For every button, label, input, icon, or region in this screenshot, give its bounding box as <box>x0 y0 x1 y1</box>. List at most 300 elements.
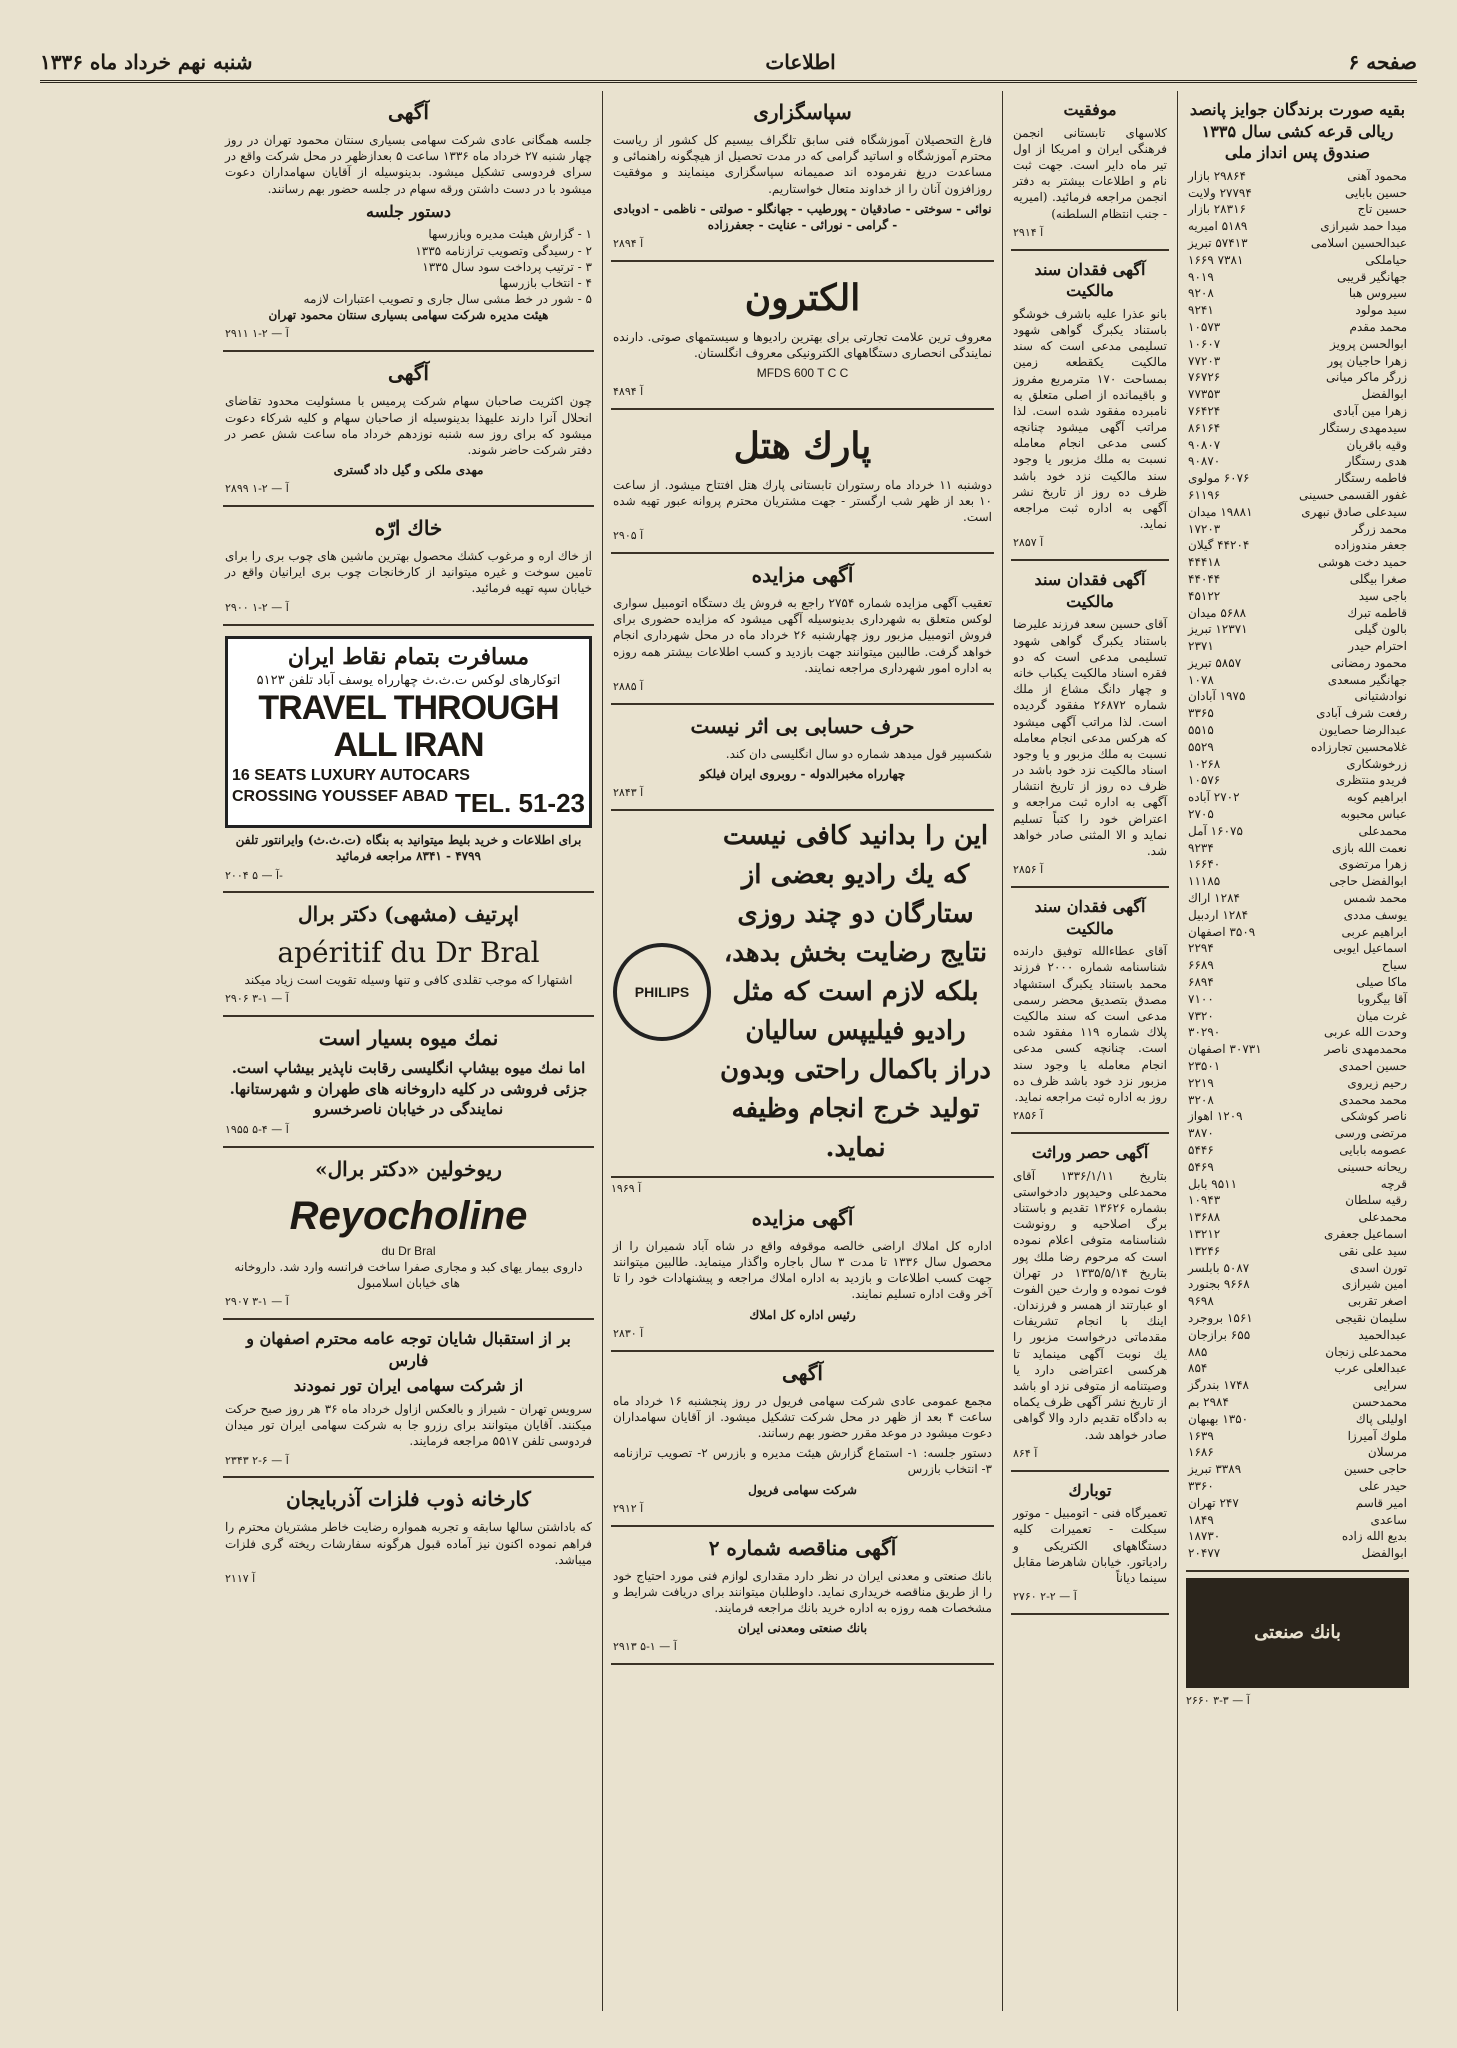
winner-name: ابراهيم عربى <box>1341 924 1407 939</box>
winner-number: ۱۷۲۰۳ <box>1188 521 1221 536</box>
agenda-item: ۱ - گزارش هيئت مديره وبازرسها <box>428 227 592 242</box>
winner-number: ۲۳۵۰۱ <box>1188 1059 1221 1074</box>
winner-number: ۲۷۰۵ <box>1188 807 1214 822</box>
ad-body: اداره كل املاك اراضى خالصه موقوفه واقع در شاه آباد شميران را از محصول سال ۱۳۳۶ تا مدت ۳ سال باجاره واگذار مينمايد. طالبين ميتوانند جهت كسب اطلاعات و بازديد به اداره املاك مراجعه و پيشنهادات خود را تا آخر وقت اداره تسليم نمايند. <box>613 1238 992 1302</box>
winner-number: ۳۳۶۵ <box>1188 706 1214 721</box>
ad-body: فارغ التحصيلان آموزشگاه فنى سابق تلگراف بيسيم كل كشور از رياست محترم آموزشگاه و اساتيد گرامى كه در مدت تحصيل از هيچگونه راهنمائى و مساعدت دريغ نفرموده اند صميمانه سپاسگزارى مينمايند و موفقيت روزافزون آنان را از خداوند متعال خواستاريم. <box>613 133 992 196</box>
ad-thanks <box>611 91 994 262</box>
ad-tender <box>611 1527 994 1666</box>
ad-fruit-salt <box>223 1017 594 1148</box>
ad-ref: ۲۷۶۰ آ — ۲-۲ <box>1013 1590 1077 1604</box>
notice-title: توبارك <box>1068 1480 1112 1500</box>
ad-travel <box>223 626 594 894</box>
ad-sign: مهدى ملكى و گيل داد گسترى <box>333 463 484 478</box>
lottery-row <box>1188 1176 1407 1193</box>
ad-ref: ۲۹۰۵ آ <box>613 529 644 543</box>
winner-number: ۱۶۰۷۵ آمل <box>1188 823 1243 838</box>
winner-number: ۷۶۷۲۶ <box>1188 370 1221 385</box>
lottery-row <box>1188 269 1407 286</box>
winner-name: ميدا حمد شيرازى <box>1320 219 1407 234</box>
travel-fa-title: مسافرت بتمام نقاط ايران <box>287 643 530 670</box>
lottery-row <box>1188 1024 1407 1041</box>
winner-number: ۳۰۲۹۰ <box>1188 1025 1221 1040</box>
lottery-row <box>1188 1209 1407 1226</box>
ad-electron <box>611 262 994 410</box>
lottery-row <box>1188 1159 1407 1176</box>
winner-number: ۴۴۴۱۸ <box>1188 555 1221 570</box>
winner-name: جهانگير قريبى <box>1337 269 1407 284</box>
ad-title: حرف حسابى بى اثر نيست <box>690 713 915 738</box>
winner-name: مرسلان <box>1367 1445 1407 1460</box>
winner-number: ۱۸۷۳۰ <box>1188 1529 1221 1544</box>
agenda-item: ۳ - ترتيب پرداخت سود سال ۱۳۳۵ <box>422 259 592 274</box>
winner-number: ۵۵۲۹ <box>1188 739 1214 754</box>
ad-body: سرويس تهران - شيراز و بالعكس ازاول خرداد ماه ۳۶ هر روز صبح حركت ميكنند. آقايان ميتوانند براى رزرو جا به شركت سهامى ايران تور ميدان فردوسى تلفن ۵۵۱۷ مراجعه فرمايند. <box>225 1402 592 1449</box>
masthead <box>40 50 1417 83</box>
lottery-row <box>1188 588 1407 605</box>
lottery-row <box>1188 1260 1407 1277</box>
lottery-row <box>1188 1092 1407 1109</box>
winner-name: وقيه باقريان <box>1346 437 1407 452</box>
lottery-row <box>1188 369 1407 386</box>
winner-number: ۱۳۲۱۲ <box>1188 1226 1221 1241</box>
travel-fa-sub: اتوكارهاى لوكس ت.ث.ث چهارراه يوسف آباد تلفن ۵۱۲۳ <box>256 673 561 689</box>
winner-number: ۱۲۰۹ اهواز <box>1188 1109 1243 1124</box>
ad-title: اپرتيف (مشهى) دكتر برال <box>298 902 519 927</box>
lottery-row <box>1188 1461 1407 1478</box>
winner-number: ۶۰۷۶ مولوى <box>1188 471 1250 486</box>
winner-name: مرتضى ورسى <box>1334 1126 1407 1141</box>
winner-name: حسين تاج <box>1357 202 1407 217</box>
ad-sign: هيئت مديره شركت سهامى بسيارى سنتان محمود تهران <box>268 308 549 323</box>
notice-title: آگهى فقدان سند مالكيت <box>1034 570 1146 611</box>
lottery-row <box>1188 1243 1407 1260</box>
lottery-row <box>1188 1411 1407 1428</box>
winner-number: ۴۵۱۲۲ <box>1188 588 1221 603</box>
lottery-row <box>1188 1125 1407 1142</box>
ad-ref: ۴۸۹۴ آ <box>613 385 644 399</box>
lottery-row <box>1188 1528 1407 1545</box>
winner-name: محمد شمس <box>1343 891 1407 906</box>
winner-name: عصومه بابايى <box>1339 1143 1407 1157</box>
winner-number: ۵۵۱۵ <box>1188 723 1214 738</box>
notice-title: آگهى فقدان سند مالكيت <box>1034 897 1146 938</box>
winner-number: ۶۶۸۹ <box>1188 958 1214 973</box>
lottery-winners <box>1186 91 1409 1572</box>
winner-name: غلامحسين تجارزاده <box>1310 739 1407 754</box>
notice-inheritance <box>1011 1134 1169 1472</box>
winner-number: ۱۰۵۷۳ <box>1188 319 1221 334</box>
winner-number: ۱۳۲۴۶ <box>1188 1243 1221 1258</box>
winner-name: محمدحسن <box>1352 1394 1407 1409</box>
winner-number: ۵۶۸۸ ميدان <box>1188 605 1247 620</box>
winner-name: حاجى حسين <box>1343 1462 1407 1477</box>
winner-name: محمد زرگر <box>1351 521 1407 536</box>
ad-ref: ۲۸۳۰ آ <box>613 1326 644 1340</box>
ad-english-course <box>611 705 994 811</box>
agenda-item: ۲ - رسيدگى وتصويب ترازنامه ۱۳۳۵ <box>415 243 592 258</box>
winner-name: تورن اسدى <box>1349 1260 1407 1275</box>
lottery-row <box>1188 168 1407 185</box>
ad-ref: ۲۹۱۱ آ — ۲-۱ <box>225 327 289 341</box>
winner-name: عباس محبوبه <box>1340 807 1407 822</box>
ad-ref: ۲۳۴۳ آ — ۶-۲ <box>225 1453 289 1467</box>
winner-number: ۲۸۳۱۶ بازار <box>1188 202 1246 217</box>
ad-title: نمك ميوه بسيار است <box>318 1026 499 1051</box>
ad-park-hotel <box>611 410 994 554</box>
lottery-row <box>1188 991 1407 1008</box>
ad-body: شكسپير قول ميدهد شماره دو سال انگليسى دان كند. <box>725 746 992 761</box>
ad-body: كه باداشتن سالها سابقه و تجربه همواره رضايت خاطر مشتريان محترم را فراهم نموده اكنون نيز آماده قبول هرگونه سفارشات ريخته گرى فلزات ميباشد. <box>225 1520 592 1567</box>
lottery-row <box>1188 1192 1407 1209</box>
winner-name: عبدالرضا حصايون <box>1318 723 1407 738</box>
winner-name: محمود آهنى <box>1347 168 1407 183</box>
ad-title: آگهى <box>388 361 429 386</box>
winner-name: يوسف مددى <box>1343 907 1407 922</box>
winner-name: رفعت شرف آبادى <box>1316 706 1407 721</box>
winner-number: ۹۲۳۴ <box>1188 840 1214 855</box>
lottery-row <box>1188 504 1407 521</box>
lottery-row <box>1188 1293 1407 1310</box>
winner-number: ۹۲۴۱ <box>1188 303 1214 318</box>
winner-number: ۵۴۴۶ <box>1188 1143 1214 1157</box>
winner-name: زهرا مرتضوى <box>1338 857 1407 872</box>
travel-en-row <box>232 765 585 787</box>
ad-body: از خاك اره و مرغوب كشك محصول بهترين ماشين هاى چوب برى را براى تامين سوخت و غيره ميتوانيد از كارخانجات چوب برى ايرانيان واقع در خيابان سپه تهيه فرمائيد. <box>225 549 592 596</box>
ad-ref: ۱۹۶۹ آ <box>611 1181 642 1195</box>
ad-title: آگهى مزايده <box>751 562 854 587</box>
winner-name: حميد دخت هوشى <box>1317 555 1407 570</box>
winner-number: ۳۳۶۰ <box>1188 1478 1214 1493</box>
winner-name: حسين بابايى <box>1344 185 1407 200</box>
winner-name: هدى رستگار <box>1345 454 1407 469</box>
winner-name: سيدعلى صادق نبهرى <box>1301 504 1407 519</box>
winner-name: محمود رمضانى <box>1330 655 1407 670</box>
winner-number: ۹۲۰۸ <box>1188 286 1214 301</box>
notice-body: بتاريخ ۱۳۳۶/۱/۱۱ آقاى محمدعلى وحيدپور دادخواستى بشماره ۱۳۶۲۶ تقديم و باستناد برگ اصلاحيه و رونوشت شناسنامه متوفى اعلام نموده است كه مرحوم رضا ملك پور بتاريخ ۱۳۳۵/۵/۱۴ در تهران فوت نموده و وارث حين الفوت او عبارتند از همسر و فرزندان. اينك با انجام تشريفات مقدماتى درخواست مزبور را يك نوبت آگهى مينمايد تا هركسى اعتراضى دارد يا وصيتنامه از متوفى نزد او باشد از تاريخ نشر آگهى ظرف يكماه به دادگاه تقديم دارد والا گواهى صادر خواهد شد. <box>1013 1168 1168 1442</box>
winner-name: جعفر مندوزاده <box>1334 538 1407 553</box>
ad-shareholders-meeting <box>223 91 594 352</box>
lottery-row <box>1188 353 1407 370</box>
ad-body: اشتهارا كه موجب تقلدى كافى و تنها وسيله تقويت است زياد ميكند <box>244 973 573 988</box>
winner-number: ۲۹۸۴ بم <box>1188 1394 1229 1409</box>
lottery-row <box>1188 470 1407 487</box>
notice-title: موفقيت <box>1063 100 1117 119</box>
winner-number: ۱۶۸۶ <box>1188 1445 1214 1460</box>
lottery-row <box>1188 521 1407 538</box>
winner-name: ابوالفضل <box>1361 1546 1407 1561</box>
ad-latin-sub: du Dr Bral <box>381 1243 436 1258</box>
winner-number: ۹۰۸۷۰ <box>1188 454 1221 469</box>
ad-ref: ۲۹۱۲ آ <box>613 1501 644 1515</box>
lottery-row <box>1188 285 1407 302</box>
lottery-row <box>1188 873 1407 890</box>
lottery-row <box>1188 739 1407 756</box>
ad-title: كارخانه ذوب فلزات آذربايجان <box>286 1487 531 1512</box>
winner-name: ابوالفضل <box>1361 387 1407 402</box>
winner-name: عبدالحسين اسلامى <box>1310 235 1407 250</box>
agenda-item: ۵ - شور در خط مشى سال جارى و تصويب اعتبارات لازمه <box>303 292 592 307</box>
ad-title: پارك هتل <box>733 424 872 467</box>
ad-general-meeting <box>611 1352 994 1527</box>
travel-en-sub: 16 SEATS LUXURY AUTOCARS <box>232 766 470 784</box>
travel-footer: براى اطلاعات و خريد بليط ميتوانيد به بنگاه (ت.ث.ث) وايرانتور تلفن ۴۷۹۹ - ۸۳۴۱ مراجعه فرمائيد <box>235 833 582 864</box>
winner-name: محمدمهدى ناصر <box>1324 1042 1407 1057</box>
winner-name: سرايى <box>1373 1378 1407 1393</box>
winner-number: ۸۵۴ <box>1188 1361 1208 1376</box>
winner-number: ۲۰۴۷۷ <box>1188 1546 1221 1561</box>
winner-number: ۲۷۷۹۴ ولايت <box>1188 185 1252 200</box>
winner-number: ۶۸۹۴ <box>1188 975 1214 990</box>
winner-number: ۳۵۰۹ اصفهان <box>1188 924 1256 939</box>
notice-garage <box>1011 1472 1169 1615</box>
notice-body: بانو عذرا عليه باشرف خوشگو باستناد يكبرگ گواهى شهود تسليمى مدعى است كه سند مالكيت يكقطعه زمين بمساحت ۱۷۰ مترمربع مفروز و باقيمانده از اصلى متعلق به نامبرده مفقود شده است. لذا مراتب آگهى ميشود چنانچه كسى مدعى انجام معامله نسبت به ملك مزبور يا وجود سند مالكيت نزد خود باشد ظرف ده روز از تاريخ نشر آگهى به اداره ثبت مراجعه نمايد. <box>1013 306 1167 532</box>
notice-lost-deed-2 <box>1011 561 1169 888</box>
ad-names: نوائى - سوختى - صادقيان - پورطيب - جهانگلو - صولتى - ناظمى - ادوبادى - گرامى - نورائى - عنايت - جعفرزاده <box>613 201 992 232</box>
lottery-row <box>1188 1428 1407 1445</box>
ad-ref: ۲۸۴۳ آ <box>613 786 644 800</box>
ad-reyocholine <box>223 1148 594 1320</box>
ad-sign: شركت سهامى فريول <box>748 1482 857 1497</box>
lottery-row <box>1188 1444 1407 1461</box>
winner-name: امير قاسم <box>1355 1495 1407 1510</box>
winner-number: ۲۲۱۹ <box>1188 1075 1214 1090</box>
travel-tel: TEL. 51-23 <box>454 788 585 819</box>
winner-name: نوادشتيانى <box>1354 689 1407 704</box>
lottery-row <box>1188 806 1407 823</box>
ad-aperitif <box>223 893 594 1017</box>
lottery-row <box>1188 235 1407 252</box>
ad-headline: اين را بدانيد كافى نيست كه يك راديو بعضى از ستارگان دو چند روزى نتايج رضايت بخش بدهد، بلكه لازم است كه مثل راديو فيليپس ساليان دراز باكمال راحتى وبدون توليد خرج انجام وظيفه نمايد. <box>720 820 991 1163</box>
winner-number: ۱۶۳۹ <box>1188 1428 1214 1443</box>
ad-body: مجمع عمومى عادى شركت سهامى فريول در روز پنجشنبه ۱۶ خرداد ماه ساعت ۴ بعد از ظهر در محل شركت تشكيل ميشود. از آقايان سهامداران دعوت ميشود در موعد مقرر حضور بهم رسانند. <box>613 1393 993 1440</box>
winner-number: ۱۹۸۸۱ ميدان <box>1188 504 1253 519</box>
winner-number: ۱۶۶۴۰ <box>1188 857 1221 872</box>
ad-auction-2 <box>611 1197 994 1352</box>
lottery-row <box>1188 957 1407 974</box>
winner-name: رقيه سلطان <box>1345 1193 1407 1208</box>
winner-number: ۵۰۸۷ بابلسر <box>1188 1260 1250 1275</box>
ad-body: جلسه همگانى عادى شركت سهامى بسيارى سنتان محمود تهران در روز چهار شنبه ۲۷ خرداد ماه ۱۳۳۶ ساعت ۵ بعدازظهر در محل شركت واقع در سراى فردوسى تشكيل ميشود. بدينوسيله از آقايان سهامداران دعوت ميشود با در دست داشتن ورقه سهام در جلسه حضور بهم رسانند. <box>225 133 592 196</box>
winner-number: ۲۷۰۲ آباده <box>1188 790 1240 805</box>
lottery-row <box>1188 655 1407 672</box>
winner-number: ۶۱۱۹۶ <box>1188 487 1221 502</box>
ad-body: تعقيب آگهى مزايده شماره ۲۷۵۴ راجع به فروش يك دستگاه اتومبيل سوارى لوكس متعلق به شهردارى بدينوسيله آگهى ميشود كه مزايده حضورى براى فروش اتومبيل مزبور روز چهارشنبه ۲۶ خرداد ماه در محل شهردارى انجام خواهد گرفت. طالبين ميتوانند جهت بازديد و كسب اطلاعات بيشتر همه روزه به اداره امور شهردارى مراجعه نمايند. <box>613 595 992 675</box>
agenda-title: دستور جلسه <box>366 201 451 221</box>
winner-name: اسماعيل ايوبى <box>1333 941 1407 956</box>
winner-number: ۴۴۰۴۴ <box>1188 571 1221 586</box>
winner-name: رحيم زيروى <box>1347 1075 1407 1090</box>
lottery-row <box>1188 218 1407 235</box>
lottery-row <box>1188 487 1407 504</box>
lottery-row <box>1188 386 1407 403</box>
winner-name: نعمت الله بازى <box>1331 840 1407 855</box>
lottery-row <box>1188 1512 1407 1529</box>
winner-name: زرخوشكارى <box>1346 756 1407 771</box>
winner-name: بالون گيلى <box>1354 622 1407 637</box>
winner-number: ۱۰۲۶۸ <box>1188 756 1221 771</box>
winner-name: سيروس هبا <box>1348 286 1407 301</box>
winner-name: فاطمه رستگار <box>1335 471 1407 486</box>
ad-title: ريوخولين «دكتر برال» <box>315 1156 502 1181</box>
lottery-row <box>1188 1276 1407 1293</box>
winner-number: ۵۸۵۷ تبريز <box>1188 655 1242 670</box>
lottery-row <box>1188 1075 1407 1092</box>
ad-ref: ۲۹۰۰ آ — ۲-۱ <box>225 600 289 614</box>
winner-name: سيد على نقى <box>1338 1243 1407 1258</box>
winner-name: محمدعلى <box>1358 823 1407 838</box>
lottery-row <box>1188 974 1407 991</box>
winner-number: ۳۸۷۰ <box>1188 1126 1214 1141</box>
winner-number: ۳۲۰۸ <box>1188 1092 1214 1107</box>
lottery-row <box>1188 319 1407 336</box>
winner-number: ۸۶۱۶۴ <box>1188 420 1221 435</box>
ad-title: بر از استقبال شايان توجه عامه محترم اصفهان و فارس <box>246 1329 571 1370</box>
lottery-row <box>1188 789 1407 806</box>
bank-ad-image <box>1186 1578 1409 1688</box>
winner-number: ۱۲۸۴ اردبيل <box>1188 907 1249 922</box>
lottery-row <box>1188 1327 1407 1344</box>
lottery-row <box>1188 571 1407 588</box>
lottery-row <box>1188 336 1407 353</box>
winner-name: عبدالحميد <box>1358 1327 1407 1342</box>
ad-body: معروف ترين علامت تجارتى براى بهترين راديوها و سيستمهاى صوتى. دارنده نمايندگى انحصارى دستگاههاى الكترونيكى معروف انگلستان. <box>613 329 992 360</box>
winner-name: سياح <box>1381 958 1407 973</box>
winner-name: صغرا بيگلى <box>1349 571 1407 586</box>
lottery-row <box>1188 924 1407 941</box>
lottery-row <box>1188 1058 1407 1075</box>
winner-number: ۲۲۹۴ <box>1188 941 1214 956</box>
column-lottery <box>1177 91 1417 2011</box>
winner-name: فريدو منتظرى <box>1335 773 1407 788</box>
lottery-row <box>1188 252 1407 269</box>
ad-auction-1 <box>611 554 994 705</box>
lottery-list <box>1188 168 1407 1562</box>
winner-number: ۱۲۳۷۱ تبريز <box>1188 622 1248 637</box>
ad-ref: ۲۸۵۶ آ <box>1013 1109 1044 1123</box>
winner-name: امين شيرازى <box>1341 1277 1407 1292</box>
lottery-row <box>1188 1142 1407 1159</box>
page-number: صفحه ۶ <box>1348 50 1417 74</box>
winner-number: ۴۴۲۰۴ گيلان <box>1188 538 1250 553</box>
lottery-row <box>1188 1008 1407 1025</box>
notice-lost-deed-3 <box>1011 888 1169 1134</box>
winner-number: ۱۳۵۰ بهبهان <box>1188 1411 1249 1426</box>
winner-number: ۸۸۵ <box>1188 1344 1208 1359</box>
philips-logo-text: PHILIPS <box>634 984 690 1001</box>
winner-name: ملوك آميرزا <box>1347 1428 1407 1443</box>
lottery-row <box>1188 302 1407 319</box>
winner-name: بديع الله زاده <box>1341 1529 1407 1544</box>
notice-title: آگهى فقدان سند مالكيت <box>1034 259 1146 301</box>
lottery-row <box>1188 1377 1407 1394</box>
winner-name: ساعدى <box>1370 1512 1407 1527</box>
travel-en-row-2 <box>232 786 585 821</box>
ad-title: آگهى <box>782 1360 823 1385</box>
winner-name: ريحانه حسينى <box>1337 1159 1407 1174</box>
lottery-row <box>1188 437 1407 454</box>
ad-ref: ۲۹۱۴ آ <box>1013 225 1044 239</box>
winner-number: ۱۷۴۸ بندرگز <box>1188 1378 1249 1393</box>
ad-body: دوشنبه ۱۱ خرداد ماه رستوران تابستانى پارك هتل افتتاح ميشود. از ساعت ۱۰ بعد از ظهر شب ارگستر - جهت مشتريان محترم پروانه عبور تهيه شده است. <box>613 477 992 524</box>
ad-body: بانك صنعتى و معدنى ايران در نظر دارد مقدارى لوازم فنى مورد احتياج خود را از طريق مناقصه خريدارى نمايد. داوطلبان ميتوانند براى دريافت شرايط و مشخصات همه روزه به اداره خريد بانك مراجعه فرمايند. <box>613 1568 992 1615</box>
winner-name: محمدعلى زنجان <box>1325 1344 1407 1359</box>
winner-number: ۳۰۷۳۱ اصفهان <box>1188 1042 1262 1057</box>
bank-ad-text: بانك صنعتى <box>1254 1621 1341 1643</box>
lottery-row <box>1188 756 1407 773</box>
paper-name: اطلاعات <box>765 50 836 74</box>
lottery-row <box>1188 453 1407 470</box>
ad-sawdust <box>223 507 594 625</box>
winner-number: ۱۸۴۹ <box>1188 1512 1214 1527</box>
ad-irantour <box>223 1320 594 1478</box>
winner-number: ۱۹۷۵ آبادان <box>1188 689 1246 704</box>
travel-banner <box>225 636 592 829</box>
winner-name: جهانگير مسعدى <box>1327 672 1407 687</box>
lottery-row <box>1188 403 1407 420</box>
lottery-row <box>1188 672 1407 689</box>
notice-body: تعميرگاه فنى - اتومبيل - موتور سيكلت - تعميرات كليه دستگاههاى الكتريكى و رادياتور. خيابان شاهرضا مقابل سينما دياناً <box>1013 1506 1167 1585</box>
winner-name: ماكا صيلى <box>1355 975 1407 990</box>
lottery-row <box>1188 1478 1407 1495</box>
travel-en-title: TRAVEL THROUGH ALL IRAN <box>258 688 559 765</box>
notice-success <box>1011 91 1169 251</box>
winner-name: باجى سيد <box>1358 588 1407 603</box>
winner-number: ۱۰۶۰۷ <box>1188 336 1221 351</box>
winner-name: سليمان نقيجى <box>1335 1310 1407 1325</box>
winner-number: ۲۳۷۱ <box>1188 639 1214 654</box>
lottery-row <box>1188 940 1407 957</box>
column-left <box>215 91 602 2011</box>
lottery-row <box>1188 856 1407 873</box>
winner-number: ۷۳۲۰ <box>1188 1008 1214 1023</box>
winner-number: ۶۵۵ برازجان <box>1188 1327 1251 1342</box>
ad-ref: ۲۸۹۴ آ <box>613 237 644 251</box>
winner-number: ۵۷۴۱۳ تبريز <box>1188 235 1248 250</box>
ad-ref: ۲۹۰۶ آ — ۱-۳ <box>225 992 289 1006</box>
lottery-row <box>1188 823 1407 840</box>
winner-name: غرت ميان <box>1356 1008 1407 1023</box>
winner-name: حياملكى <box>1365 252 1407 267</box>
winner-number: ۹۶۹۸ <box>1188 1294 1214 1309</box>
lottery-title: بقيه صورت برندگان جوايز پانصد ريالى قرعه كشى سال ۱۳۳۵ صندوق پس انداز ملى <box>1189 100 1406 163</box>
ad-agenda: دستور جلسه: ۱- استماع گزارش هيئت مديره و بازرس ۲- تصويب ترازنامه ۳- انتخاب بازرس <box>613 1446 992 1477</box>
lottery-row <box>1188 840 1407 857</box>
ad-ref: ۲۰۰۴ آ — ۵- <box>225 868 283 882</box>
lottery-row <box>1188 1226 1407 1243</box>
lottery-row <box>1188 621 1407 638</box>
ad-ref: ۲۹۰۷ آ — ۱-۳ <box>225 1295 289 1309</box>
ad-ref: ۲۱۱۷ آ <box>225 1572 256 1585</box>
ad-title: آگهى مناقصه شماره ۲ <box>708 1535 897 1560</box>
winner-number: ۹۰۸۰۷ <box>1188 437 1221 452</box>
winner-number: ۵۱۸۹ اميريه <box>1188 219 1248 234</box>
ad-dissolution <box>223 352 594 507</box>
ad-model: MFDS 600 T C C <box>756 365 849 380</box>
winner-name: وحدت الله عربى <box>1324 1025 1407 1040</box>
winner-number: ۱۲۸۴ اراك <box>1188 891 1240 906</box>
notice-body: كلاسهاى تابستانى انجمن فرهنگى ايران و امريكا از اول تير ماه داير است. جهت ثبت نام و اطلاعات بيشتر به دفتر انجمن مراجعه فرمائيد. (اميريه - جنب انتظام السلطنه) <box>1013 125 1167 221</box>
ad-sign: رئيس اداره كل املاك <box>749 1307 856 1322</box>
winner-number: ۹۰۱۹ <box>1188 269 1214 284</box>
winner-name: عبدالعلى عرب <box>1334 1361 1407 1376</box>
winner-number: ۲۴۷ تهران <box>1188 1495 1239 1510</box>
winner-number: ۲۹۸۶۴ بازار <box>1188 168 1246 183</box>
winner-number: ۱۰۷۸ <box>1188 672 1214 687</box>
lottery-row <box>1188 185 1407 202</box>
ad-title: سپاسگزارى <box>753 100 852 124</box>
winner-name: ابوالحسن پرويز <box>1330 336 1407 351</box>
